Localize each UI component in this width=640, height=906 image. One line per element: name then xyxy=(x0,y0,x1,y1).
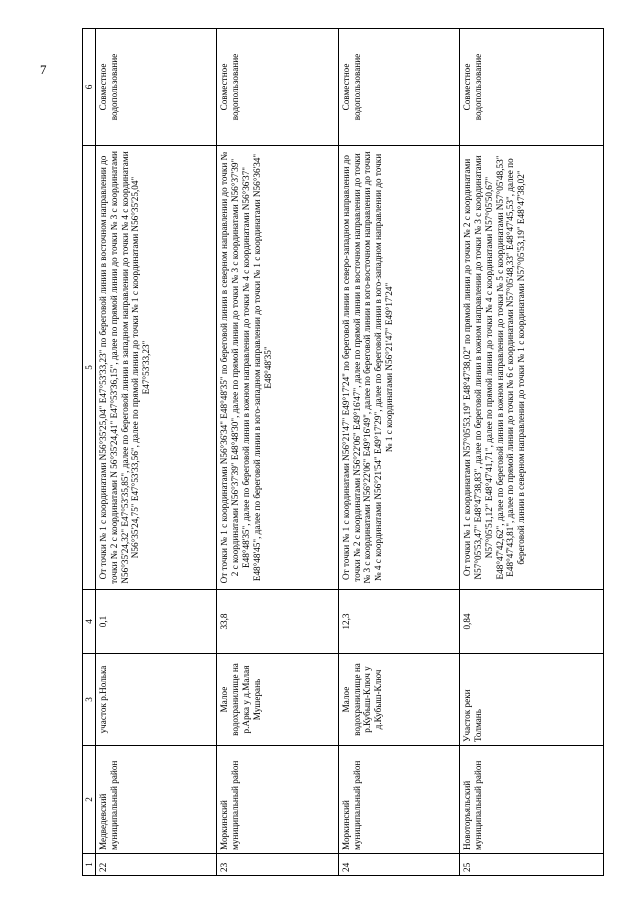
column-header: 4 xyxy=(83,590,96,654)
header-row xyxy=(83,29,96,876)
district-cell: Моркинский муниципальный район xyxy=(217,746,338,854)
area-cell: 33,8 xyxy=(217,590,338,654)
use-cell: Совместное водопользование xyxy=(460,29,604,146)
description-cell: От точки № 1 с координатами N57°05'53,19" E48°47'38,02" по прямой линии до точки № 2 с координатами N57°05'53,47" E48°47'38,83", далее по береговой линии в южном направлении до точки № 3 с координатами N57°05'51,12" E48°47'41,71", далее по прямой линии до точки № 4 с координатами N57°05'50,67" E48°47'42,62", далее по береговой линии в южном направлении до точки № 5 с координатами N57°05'48,53" E48°47'43,81", далее по прямой линии до точки № 6 с координатами N57°05'48,33" E48°47'45,53", далее по береговой линии в северном направлении до точки № 1 с координатами N57°05'53,19" E48°47'38,02" xyxy=(460,146,604,590)
row-number: 24 xyxy=(338,854,459,876)
description-cell: От точки № 1 с координатами N56°21'47" E49°17'24" по береговой линии в северо-западном направлении до точки № 2 с координатами N56°22'06" E49°16'47", далее по прямой линии в восточном направлении до точки № 3 с координатами N56°22'06" E49°16'49", далее по береговой линии в юго-восточном направлении до точки № 4 с координатами N56°21'54" E49°17'29", далее по береговой линии в юго-западном направлении до точки № 1 с координатами N56°21'47" E49°17'24" xyxy=(338,146,459,590)
table-row xyxy=(217,29,338,876)
column-header: 5 xyxy=(83,146,96,590)
table-row xyxy=(338,29,459,876)
area-cell: 0,1 xyxy=(96,590,217,654)
district-cell: Медведевский муниципальный район xyxy=(96,746,217,854)
row-number: 23 xyxy=(217,854,338,876)
use-cell: Совместное водопользование xyxy=(217,29,338,146)
row-number: 25 xyxy=(460,854,604,876)
description-cell: От точки № 1 с координатами N56°35'25,04" E47°53'33,23" по береговой линии в восточном направлении до точки № 2 с координатами N 56°35'24,41" E47°53'36,15", далее по прямой линии до точки № 3 с координатами N56°35'24,32" E47°53'35,85", далее по береговой линии в западном направлении до точки № 4 с координатами N56°35'24,75" E47°53'33,56", далее по прямой линии до точки № 1 с координатами N56°35'25,04" E47°53'33,23" xyxy=(96,146,217,590)
description-cell: От точки № 1 с координатами N56°36'34" E48°48'35" по береговой линии в северном направлении до точки № 2 с координатами N56°37'39" E48°48'30", далее по прямой линии до точки № 3 с координатами N56°37'39" E48°48'35", далее по береговой линии в южном направлении до точки № 4 с координатами N56°36'37" E48°48'45", далее по береговой линии в юго-западном направлении до точки № 1 с координатами N56°36'34" E48°48'35" xyxy=(217,146,338,590)
object-cell: Участок реки Толмань xyxy=(460,654,604,746)
table-row xyxy=(96,29,217,876)
column-header: 2 xyxy=(83,746,96,854)
column-header: 1 xyxy=(83,854,96,876)
column-header: 3 xyxy=(83,654,96,746)
rotated-page xyxy=(82,29,604,876)
water-bodies-table xyxy=(82,28,604,876)
table-row xyxy=(460,29,604,876)
object-cell: Малое водохранилище на р.Кубыш-Ключ у д.Кубыш-Ключ xyxy=(338,654,459,746)
district-cell: Моркинский муниципальный район xyxy=(338,746,459,854)
row-number: 22 xyxy=(96,854,217,876)
use-cell: Совместное водопользование xyxy=(338,29,459,146)
object-cell: участок р.Нолька xyxy=(96,654,217,746)
use-cell: Совместное водопользование xyxy=(96,29,217,146)
area-cell: 0,84 xyxy=(460,590,604,654)
area-cell: 12,3 xyxy=(338,590,459,654)
object-cell: Малое водохранилище на р.Арка у д.Малая Мушерань xyxy=(217,654,338,746)
district-cell: Новоторъяльский муниципальный район xyxy=(460,746,604,854)
column-header: 6 xyxy=(83,29,96,146)
page-number: 7 xyxy=(40,62,47,77)
